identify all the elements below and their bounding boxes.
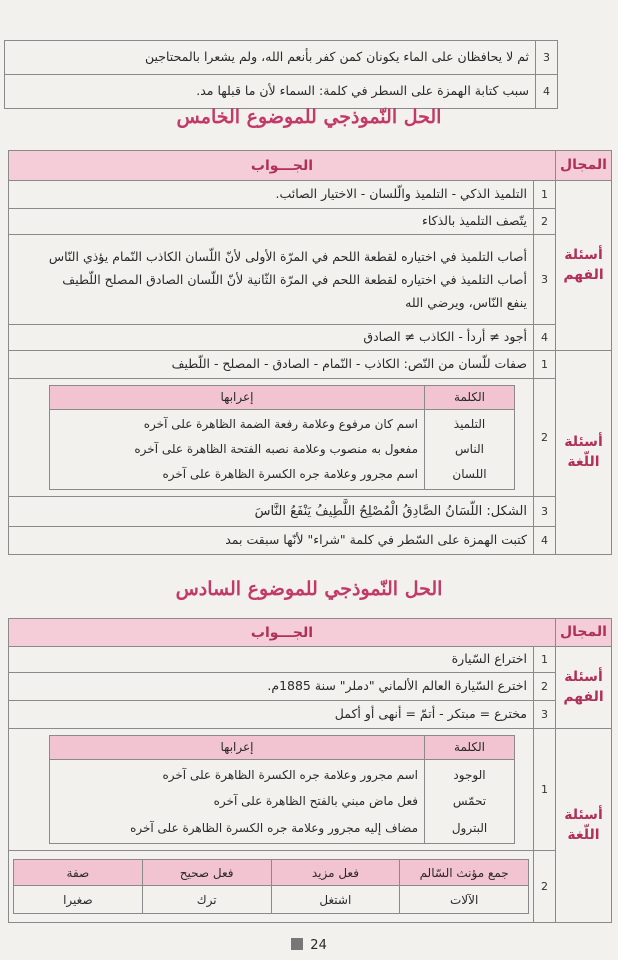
word: تحمّس [452,794,487,809]
parse-text: فعل ماض مبني بالفتح الظاهرة على آخره [213,794,418,809]
table-header-row [50,735,515,759]
page-number [0,938,618,953]
parse-table [49,385,515,491]
answer-line: أصاب التلميذ في اختياره لقطعة اللحم في المرّة الثّانية لأنّ اللّسان الصادق المصلح اللّطيف [62,271,527,287]
parse-table [49,735,515,844]
word-cell [425,759,515,843]
field-label: أسئلة الفهم [556,181,612,351]
table-row [9,379,612,497]
table-row [9,235,612,325]
table-row [50,759,515,843]
table-row [5,41,558,75]
table-header-row [9,151,612,181]
answer-text: ثم لا يحافظان على الماء يكونان كمن كفر بأنعم الله، ولم يشعرا بالمحتاجين [5,41,536,75]
page-number-icon [291,938,303,950]
section5-table [8,150,612,555]
table-row [9,673,612,701]
table-header-row [50,385,515,409]
class-value: صغيرا [14,886,143,914]
row-number: 3 [536,41,558,75]
answer-text: اختراع السّيارة [9,647,534,673]
row-number: 2 [534,209,556,235]
row-number: 2 [534,673,556,701]
word: البترول [451,820,488,835]
word-header: الكلمة [425,385,515,409]
field-label: أسئلة اللّغة [556,729,612,923]
row-number: 2 [534,379,556,497]
parse-cell [50,409,425,490]
parse-cell [50,759,425,843]
class-value: ترك [142,886,271,914]
table-row [50,409,515,490]
class-header: فعل مزيد [271,860,400,886]
answer-text: التلميذ الذكي - التلميذ والّلسان - الاختيار الصائب. [9,181,534,209]
section-title: الحل النّموذجي للموضوع الخامس [176,106,442,128]
header-field: المجال [556,151,612,181]
row-number: 1 [534,351,556,379]
class-header: فعل صحيح [142,860,271,886]
parse-cell [9,379,534,497]
answer-text: سبب كتابة الهمزة على السطر في كلمة: السماء لأن ما قبلها مد. [5,75,536,109]
word: الناس [455,441,484,456]
header-answer: الجـــواب [9,619,556,647]
row-number: 3 [534,497,556,527]
page-number-text: 24 [310,938,327,953]
table-row [9,325,612,351]
row-number: 3 [534,235,556,325]
row-number: 4 [534,325,556,351]
table-row [9,351,612,379]
row-number: 3 [534,701,556,729]
field-label: أسئلة اللّغة [556,351,612,555]
row-number: 2 [534,851,556,923]
table-row [9,497,612,527]
table-row [9,181,612,209]
table-row [9,647,612,673]
row-number: 4 [534,527,556,555]
class-header: جمع مؤنث السّالم [400,860,529,886]
parse-text: اسم كان مرفوع وعلامة رفعة الضمة الظاهرة على آخره [143,416,418,431]
class-value: اشتغل [271,886,400,914]
row-number: 4 [536,75,558,109]
field-label: أسئلة الفهم [556,647,612,729]
top-table [4,40,558,109]
table-header-row [14,860,529,886]
parse-header: إعرابها [50,735,425,759]
table-row [9,527,612,555]
table-row [9,701,612,729]
section-title: الحل النّموذجي للموضوع السادس [175,578,443,600]
parse-text: مضاف إليه مجرور وعلامة جره الكسرة الظاهرة على آخره [130,820,418,835]
answer-text: الشكل: اللّسَانُ الصَّادِقُ الْمُصْلِحُ اللَّطِيفُ يَنْفَعُ النَّاسَ [9,497,534,527]
word-cell [425,409,515,490]
word: التلميذ [453,416,486,431]
answer-text: يتّصف التلميذ بالذكاء [9,209,534,235]
word: اللسان [452,467,487,482]
class-value: الآلات [400,886,529,914]
answer-line: أصاب التلميذ في اختياره لقطعة اللحم في المرّة الأولى لأنّ اللّسان الكاذب النّمام يؤذي النّاس [48,248,527,264]
table-row [9,209,612,235]
header-answer: الجـــواب [9,151,556,181]
answer-text: صفات للّسان من النّص: الكاذب - النّمام - الصادق - المصلح - اللّطيف [9,351,534,379]
answer-text: أجود ≠ أردأ - الكاذب ≠ الصادق [9,325,534,351]
classify-table [13,859,529,914]
section6-table [8,618,612,923]
answer-text: كتبت الهمزة على السّطر في كلمة "شراء" لأنّها سبقت بمد [9,527,534,555]
word-header: الكلمة [425,735,515,759]
parse-header: إعرابها [50,385,425,409]
table-row [9,851,612,923]
parse-text: مفعول به منصوب وعلامة نصبه الفتحة الظاهرة على آخره [134,441,418,456]
table-header-row [9,619,612,647]
row-number: 1 [534,647,556,673]
parse-cell [9,729,534,851]
row-number: 1 [534,729,556,851]
parse-text: اسم مجرور وعلامة جره الكسرة الظاهرة على آخره [162,467,418,482]
parse-text: اسم مجرور وعلامة جره الكسرة الظاهرة على آخره [162,767,418,782]
answer-text: مخترع = مبتكر - أتمّ = أنهى أو أكمل [9,701,534,729]
classify-cell [9,851,534,923]
table-row [14,886,529,914]
answer-text [9,235,534,325]
word: الوجود [453,767,486,782]
class-header: صفة [14,860,143,886]
row-number: 1 [534,181,556,209]
table-row [9,729,612,851]
table-row [5,75,558,109]
header-field: المجال [556,619,612,647]
answer-text: اخترع السّيارة العالم الألماني "دملر" سنة 1885م. [9,673,534,701]
answer-line: ينفع النّاس، ويرضي الله [405,295,527,311]
